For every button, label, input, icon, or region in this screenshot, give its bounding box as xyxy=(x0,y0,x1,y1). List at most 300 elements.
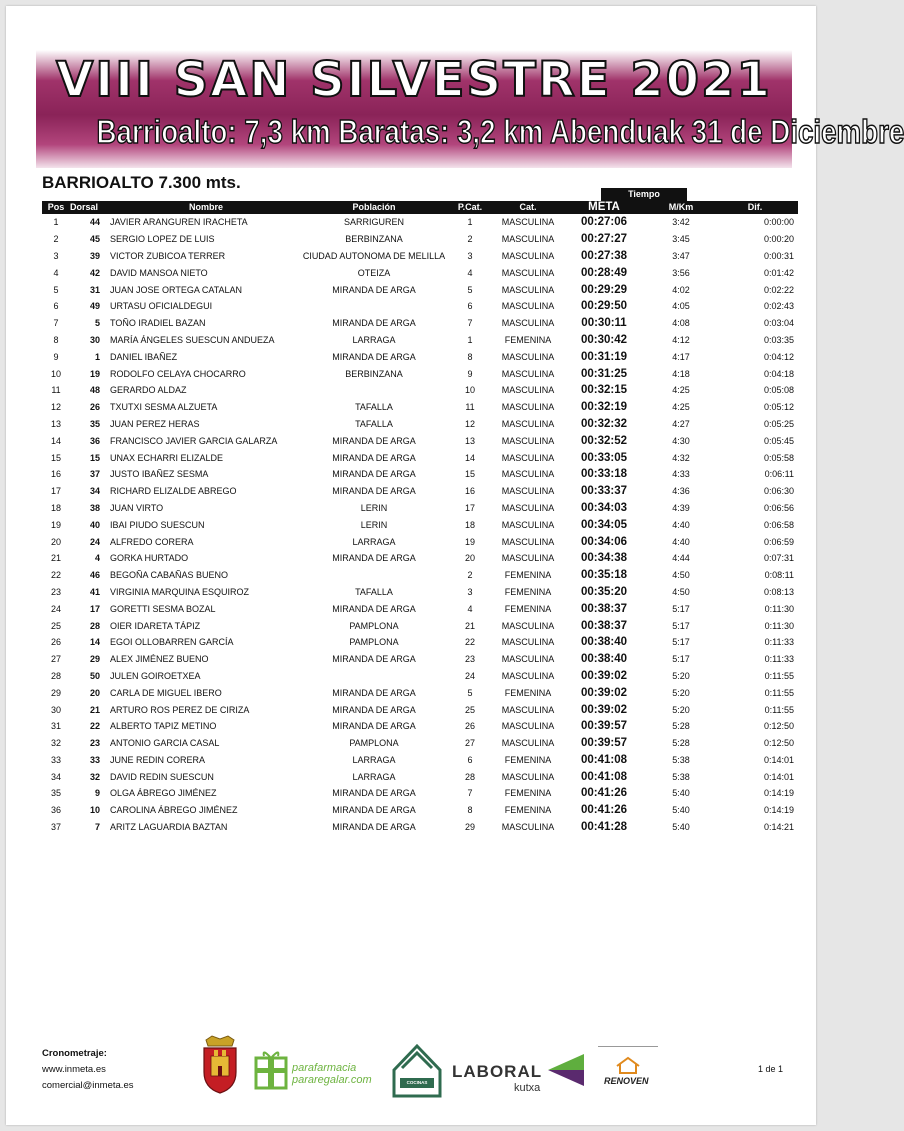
cell-cat: MASCULINA xyxy=(501,822,555,833)
cell-nombre: ARTURO ROS PEREZ DE CIRIZA xyxy=(110,704,250,715)
cell-poblacion: MIRANDA DE ARGA xyxy=(332,351,416,362)
results-table xyxy=(42,201,798,835)
cell-cat: MASCULINA xyxy=(501,250,555,261)
cell-mkm: 4:25 xyxy=(672,402,690,413)
table-row xyxy=(42,315,798,332)
cell-dorsal: 29 xyxy=(89,654,100,665)
cell-cat: MASCULINA xyxy=(501,519,555,530)
col-pcat-header: P.Cat. xyxy=(446,201,494,214)
cell-poblacion: MIRANDA DE ARGA xyxy=(332,788,416,799)
cell-poblacion: BERBINZANA xyxy=(345,368,403,379)
cell-poblacion: MIRANDA DE ARGA xyxy=(332,486,416,497)
cell-pos: 22 xyxy=(50,570,61,581)
cocinas-joma-logo xyxy=(390,1042,444,1098)
table-row xyxy=(42,214,798,231)
cell-pcat: 5 xyxy=(467,284,473,295)
cell-cat: MASCULINA xyxy=(501,704,555,715)
cell-mkm: 5:28 xyxy=(672,738,690,749)
table-row xyxy=(42,735,798,752)
cell-pcat: 6 xyxy=(467,754,473,765)
cell-dorsal: 33 xyxy=(89,754,100,765)
cell-pos: 31 xyxy=(50,721,61,732)
cell-mkm: 3:42 xyxy=(672,217,690,228)
cell-dorsal: 31 xyxy=(89,284,100,295)
cell-dorsal: 15 xyxy=(89,452,100,463)
cell-cat: MASCULINA xyxy=(501,284,555,295)
cell-cat: MASCULINA xyxy=(501,368,555,379)
cell-dif: 0:05:08 xyxy=(763,385,794,396)
table-row xyxy=(42,752,798,769)
cell-cat: MASCULINA xyxy=(501,318,555,329)
cell-dif: 0:03:35 xyxy=(763,334,794,345)
cell-pcat: 9 xyxy=(467,368,473,379)
cell-mkm: 4:02 xyxy=(672,284,690,295)
cell-pos: 17 xyxy=(50,486,61,497)
cell-poblacion: MIRANDA DE ARGA xyxy=(332,469,416,480)
cell-meta: 00:27:38 xyxy=(580,249,628,262)
cell-poblacion: TAFALLA xyxy=(355,418,393,429)
cell-poblacion: LERIN xyxy=(360,502,388,513)
cell-dorsal: 24 xyxy=(89,536,100,547)
cell-nombre: MARÍA ÁNGELES SUESCUN ANDUEZA xyxy=(110,334,275,345)
cell-pos: 15 xyxy=(50,452,61,463)
cell-poblacion: LARRAGA xyxy=(352,754,396,765)
cell-dorsal: 10 xyxy=(89,805,100,816)
table-row xyxy=(42,617,798,634)
cell-cat: MASCULINA xyxy=(501,452,555,463)
cell-dif: 0:00:00 xyxy=(763,217,794,228)
cell-nombre: JUAN PEREZ HERAS xyxy=(110,418,200,429)
cell-nombre: UNAX ECHARRI ELIZALDE xyxy=(110,452,224,463)
cell-dif: 0:06:59 xyxy=(763,536,794,547)
cell-dorsal: 9 xyxy=(94,788,100,799)
cell-dorsal: 19 xyxy=(89,368,100,379)
cell-pcat: 20 xyxy=(464,553,475,564)
cell-dorsal: 40 xyxy=(89,519,100,530)
cell-nombre: ALBERTO TAPIZ METINO xyxy=(110,721,217,732)
cell-mkm: 5:20 xyxy=(672,670,690,681)
cell-pos: 16 xyxy=(50,469,61,480)
cell-dif: 0:04:18 xyxy=(763,368,794,379)
col-cat-header: Cat. xyxy=(494,201,562,214)
cell-meta: 00:31:25 xyxy=(580,367,628,380)
cell-mkm: 5:17 xyxy=(672,654,690,665)
cell-pcat: 4 xyxy=(467,267,473,278)
cell-cat: MASCULINA xyxy=(501,738,555,749)
cell-poblacion: MIRANDA DE ARGA xyxy=(332,318,416,329)
cell-pos: 1 xyxy=(53,217,59,228)
cell-dorsal: 48 xyxy=(89,385,100,396)
table-row xyxy=(42,348,798,365)
cell-dif: 0:14:19 xyxy=(763,788,794,799)
cell-cat: FEMENINA xyxy=(504,805,552,816)
cell-cat: MASCULINA xyxy=(501,435,555,446)
cell-pos: 21 xyxy=(50,553,61,564)
cell-mkm: 4:36 xyxy=(672,486,690,497)
cell-pcat: 24 xyxy=(464,670,475,681)
table-row xyxy=(42,533,798,550)
cell-pos: 3 xyxy=(53,250,59,261)
cell-pcat: 27 xyxy=(464,738,475,749)
cell-poblacion: PAMPLONA xyxy=(349,637,399,648)
cell-dorsal: 45 xyxy=(89,234,100,245)
cell-mkm: 4:40 xyxy=(672,519,690,530)
cell-dorsal: 36 xyxy=(89,435,100,446)
cell-pos: 27 xyxy=(50,654,61,665)
cell-pos: 36 xyxy=(50,805,61,816)
col-meta-header: META xyxy=(562,201,646,214)
cell-dif: 0:11:33 xyxy=(764,637,794,648)
cell-cat: FEMENINA xyxy=(504,603,552,614)
cell-dorsal: 28 xyxy=(89,620,100,631)
cell-nombre: EGOI OLLOBARREN GARCÍA xyxy=(110,637,234,648)
cell-dif: 0:05:45 xyxy=(763,435,794,446)
table-row xyxy=(42,483,798,500)
cell-meta: 00:33:18 xyxy=(580,468,628,481)
cell-dorsal: 49 xyxy=(89,301,100,312)
cell-dorsal: 39 xyxy=(89,250,100,261)
table-row xyxy=(42,416,798,433)
cell-pos: 11 xyxy=(51,385,61,396)
cell-poblacion: MIRANDA DE ARGA xyxy=(332,704,416,715)
laboral-text: LABORAL xyxy=(452,1062,543,1081)
cell-nombre: VIRGINIA MARQUINA ESQUIROZ xyxy=(110,586,250,597)
cell-meta: 00:41:26 xyxy=(580,787,628,800)
cell-pos: 35 xyxy=(50,788,61,799)
cell-dif: 0:06:30 xyxy=(763,486,794,497)
house-outline-icon xyxy=(615,1056,641,1074)
table-row xyxy=(42,785,798,802)
cell-dif: 0:12:50 xyxy=(763,721,794,732)
cell-mkm: 4:12 xyxy=(672,334,690,345)
cell-nombre: ALEX JIMÉNEZ BUENO xyxy=(110,654,209,665)
cell-pcat: 10 xyxy=(464,385,475,396)
cell-meta: 00:41:08 xyxy=(580,770,628,783)
cell-pos: 25 xyxy=(50,620,61,631)
cell-mkm: 4:33 xyxy=(672,469,690,480)
cell-cat: FEMENINA xyxy=(504,570,552,581)
cell-nombre: VICTOR ZUBICOA TERRER xyxy=(110,250,226,261)
cell-pcat: 4 xyxy=(467,603,473,614)
cell-pcat: 3 xyxy=(467,586,473,597)
cell-poblacion: TAFALLA xyxy=(355,586,393,597)
cell-dorsal: 26 xyxy=(89,402,100,413)
cell-pos: 10 xyxy=(50,368,61,379)
table-row xyxy=(42,248,798,265)
cell-meta: 00:27:06 xyxy=(580,216,628,229)
cell-pos: 4 xyxy=(53,267,59,278)
cell-nombre: ANTONIO GARCIA CASAL xyxy=(110,738,220,749)
cell-pos: 19 xyxy=(50,519,61,530)
results-page xyxy=(6,6,904,1125)
cell-meta: 00:30:42 xyxy=(580,333,628,346)
cell-poblacion: PAMPLONA xyxy=(349,738,399,749)
cell-cat: MASCULINA xyxy=(501,637,555,648)
cell-meta: 00:41:26 xyxy=(580,804,628,817)
cell-meta: 00:31:19 xyxy=(580,350,628,363)
cell-meta: 00:32:19 xyxy=(580,401,628,414)
cell-nombre: SERGIO LOPEZ DE LUIS xyxy=(110,234,215,245)
cell-pcat: 7 xyxy=(467,318,473,329)
cell-pcat: 1 xyxy=(467,334,473,345)
cell-pos: 34 xyxy=(50,771,61,782)
col-poblacion-header: Población xyxy=(302,201,446,214)
cell-dif: 0:00:31 xyxy=(763,250,794,261)
parafarmacia-line1: parafarmacia xyxy=(292,1062,357,1074)
cell-cat: MASCULINA xyxy=(501,536,555,547)
table-row xyxy=(42,466,798,483)
cell-pcat: 3 xyxy=(467,250,473,261)
cell-dif: 0:14:01 xyxy=(763,771,794,782)
cell-cat: FEMENINA xyxy=(504,334,552,345)
cell-mkm: 4:44 xyxy=(672,553,690,564)
results-body xyxy=(42,214,798,835)
cell-nombre: DAVID MANSOA NIETO xyxy=(110,267,208,278)
timing-email-link[interactable]: comercial@inmeta.es xyxy=(42,1080,134,1091)
cell-nombre: RODOLFO CELAYA CHOCARRO xyxy=(110,368,246,379)
cell-pcat: 2 xyxy=(467,570,473,581)
cell-nombre: DAVID REDIN SUESCUN xyxy=(110,771,214,782)
cell-nombre: OIER IDARETA TÁPIZ xyxy=(110,620,201,631)
cell-dorsal: 42 xyxy=(89,267,100,278)
cell-poblacion: MIRANDA DE ARGA xyxy=(332,687,416,698)
cell-meta: 00:34:06 xyxy=(580,535,628,548)
cell-meta: 00:34:03 xyxy=(580,501,628,514)
cell-pcat: 25 xyxy=(464,704,475,715)
table-row xyxy=(42,819,798,836)
cell-meta: 00:35:18 xyxy=(580,569,628,582)
cell-meta: 00:32:52 xyxy=(580,434,628,447)
cell-dorsal: 35 xyxy=(89,418,100,429)
cell-dif: 0:14:01 xyxy=(763,754,794,765)
cell-dif: 0:05:12 xyxy=(763,402,794,413)
cell-cat: MASCULINA xyxy=(501,351,555,362)
cell-pos: 29 xyxy=(50,687,61,698)
cell-pcat: 17 xyxy=(464,502,475,513)
cell-dorsal: 34 xyxy=(89,486,100,497)
cell-dif: 0:11:33 xyxy=(764,654,794,665)
cell-cat: MASCULINA xyxy=(501,234,555,245)
cell-pcat: 8 xyxy=(467,351,473,362)
municipal-coat-of-arms-logo xyxy=(200,1036,240,1099)
cell-pos: 18 xyxy=(50,502,61,513)
cell-pos: 28 xyxy=(50,670,61,681)
cell-pos: 6 xyxy=(53,301,59,312)
cell-pos: 20 xyxy=(50,536,61,547)
cell-cat: MASCULINA xyxy=(501,469,555,480)
cell-meta: 00:27:27 xyxy=(580,233,628,246)
cell-dif: 0:14:19 xyxy=(763,805,794,816)
table-row xyxy=(42,264,798,281)
parafarmacia-logo xyxy=(254,1046,384,1096)
table-row xyxy=(42,768,798,785)
cell-dorsal: 46 xyxy=(89,570,100,581)
cell-dif: 0:06:56 xyxy=(763,502,794,513)
cell-mkm: 4:25 xyxy=(672,385,690,396)
cell-meta: 00:41:28 xyxy=(580,821,628,834)
col-mkm-header: M/Km xyxy=(646,201,716,214)
cell-poblacion: PAMPLONA xyxy=(349,620,399,631)
cell-pos: 5 xyxy=(53,284,59,295)
cell-dif: 0:02:22 xyxy=(763,284,794,295)
cell-dorsal: 38 xyxy=(89,502,100,513)
cell-cat: MASCULINA xyxy=(501,418,555,429)
cell-meta: 00:34:38 xyxy=(580,552,628,565)
cell-dif: 0:11:30 xyxy=(764,603,794,614)
cell-pos: 12 xyxy=(50,402,61,413)
cell-nombre: URTASU OFICIALDEGUI xyxy=(110,301,213,312)
cell-poblacion: MIRANDA DE ARGA xyxy=(332,553,416,564)
tiempo-header: Tiempo xyxy=(601,188,687,201)
table-row xyxy=(42,365,798,382)
cell-nombre: JULEN GOIROETXEA xyxy=(110,670,201,681)
table-row xyxy=(42,516,798,533)
cell-pcat: 8 xyxy=(467,805,473,816)
timing-website-link[interactable]: www.inmeta.es xyxy=(42,1064,106,1075)
cell-poblacion: LARRAGA xyxy=(352,536,396,547)
cell-cat: MASCULINA xyxy=(501,721,555,732)
cell-pos: 9 xyxy=(53,351,59,362)
cell-meta: 00:30:11 xyxy=(581,317,627,330)
cell-nombre: JUSTO IBAÑEZ SESMA xyxy=(110,469,209,480)
cell-pos: 32 xyxy=(50,738,61,749)
table-row xyxy=(42,634,798,651)
cell-mkm: 5:38 xyxy=(672,771,690,782)
cell-meta: 00:29:29 xyxy=(580,283,628,296)
cell-pcat: 6 xyxy=(467,301,473,312)
cell-mkm: 4:18 xyxy=(672,368,690,379)
table-row xyxy=(42,668,798,685)
cell-meta: 00:29:50 xyxy=(580,300,628,313)
timing-credits xyxy=(42,1046,133,1094)
col-nombre-header: Nombre xyxy=(106,201,302,214)
cell-mkm: 5:17 xyxy=(672,637,690,648)
cell-poblacion: MIRANDA DE ARGA xyxy=(332,721,416,732)
cell-mkm: 5:40 xyxy=(672,788,690,799)
table-row xyxy=(42,684,798,701)
cell-meta: 00:39:02 xyxy=(580,686,628,699)
table-header-row xyxy=(42,201,798,214)
cell-pcat: 26 xyxy=(464,721,475,732)
table-row xyxy=(42,449,798,466)
cell-pcat: 11 xyxy=(465,402,475,413)
cell-nombre: CAROLINA ÁBREGO JIMÉNEZ xyxy=(110,805,238,816)
cell-pcat: 2 xyxy=(467,234,473,245)
cell-nombre: JUAN JOSE ORTEGA CATALAN xyxy=(110,284,243,295)
cell-nombre: IBAI PIUDO SUESCUN xyxy=(110,519,205,530)
table-row xyxy=(42,382,798,399)
cell-poblacion xyxy=(302,298,446,315)
cell-poblacion: MIRANDA DE ARGA xyxy=(332,603,416,614)
cell-mkm: 4:08 xyxy=(672,318,690,329)
cell-mkm: 5:20 xyxy=(672,687,690,698)
cell-mkm: 5:20 xyxy=(672,704,690,715)
cell-pos: 13 xyxy=(50,418,61,429)
cell-pos: 8 xyxy=(53,334,59,345)
cell-mkm: 3:45 xyxy=(672,234,690,245)
laboral-kutxa-emblem-icon xyxy=(546,1052,586,1088)
cell-mkm: 3:47 xyxy=(672,250,690,261)
cell-poblacion: MIRANDA DE ARGA xyxy=(332,822,416,833)
cell-mkm: 5:28 xyxy=(672,721,690,732)
cell-nombre: GERARDO ALDAZ xyxy=(110,385,187,396)
cell-pos: 30 xyxy=(50,704,61,715)
cell-cat: MASCULINA xyxy=(501,670,555,681)
table-row xyxy=(42,701,798,718)
cell-dif: 0:00:20 xyxy=(763,234,794,245)
table-row xyxy=(42,567,798,584)
kutxa-text: kutxa xyxy=(514,1082,541,1094)
cell-pos: 37 xyxy=(50,822,61,833)
cell-mkm: 5:40 xyxy=(672,822,690,833)
cell-pcat: 29 xyxy=(464,822,475,833)
cell-dorsal: 20 xyxy=(89,687,100,698)
cell-poblacion: LARRAGA xyxy=(352,334,396,345)
cell-cat: MASCULINA xyxy=(501,502,555,513)
cell-pos: 23 xyxy=(50,586,61,597)
cell-pcat: 22 xyxy=(464,637,475,648)
cell-cat: MASCULINA xyxy=(501,402,555,413)
cell-cat: MASCULINA xyxy=(501,620,555,631)
cell-cat: MASCULINA xyxy=(501,301,555,312)
cell-nombre: JUAN VIRTO xyxy=(110,502,164,513)
table-row xyxy=(42,718,798,735)
cell-pos: 7 xyxy=(53,318,59,329)
cell-cat: FEMENINA xyxy=(504,754,552,765)
cell-poblacion: SARRIGUREN xyxy=(343,217,404,228)
cell-dorsal: 41 xyxy=(89,586,100,597)
event-banner xyxy=(36,50,904,168)
cell-dif: 0:06:11 xyxy=(764,469,794,480)
cell-mkm: 4:27 xyxy=(672,418,690,429)
table-row xyxy=(42,584,798,601)
cronometraje-label: Cronometraje: xyxy=(42,1048,107,1059)
table-row xyxy=(42,500,798,517)
cell-cat: MASCULINA xyxy=(501,385,555,396)
cell-poblacion: MIRANDA DE ARGA xyxy=(332,452,416,463)
cell-nombre: CARLA DE MIGUEL IBERO xyxy=(110,687,222,698)
cell-pcat: 5 xyxy=(467,687,473,698)
cell-nombre: JAVIER ARANGUREN IRACHETA xyxy=(110,217,248,228)
cell-dif: 0:11:55 xyxy=(764,670,794,681)
cell-pos: 2 xyxy=(53,234,59,245)
cell-meta: 00:38:40 xyxy=(580,636,628,649)
cell-meta: 00:39:02 xyxy=(580,669,628,682)
cell-cat: MASCULINA xyxy=(501,654,555,665)
col-dorsal-header: Dorsal xyxy=(70,201,106,214)
cell-nombre: ALFREDO CORERA xyxy=(110,536,194,547)
cell-mkm: 5:17 xyxy=(672,620,690,631)
cell-mkm: 5:40 xyxy=(672,805,690,816)
cell-mkm: 3:56 xyxy=(672,267,690,278)
cell-mkm: 4:50 xyxy=(672,570,690,581)
cell-poblacion: LERIN xyxy=(360,519,388,530)
cell-dorsal: 37 xyxy=(89,469,100,480)
cell-mkm: 5:38 xyxy=(672,754,690,765)
cell-pcat: 23 xyxy=(464,654,475,665)
cell-dorsal: 21 xyxy=(89,704,100,715)
laboral-kutxa-logo xyxy=(452,1052,586,1096)
cell-meta: 00:39:57 xyxy=(580,737,628,750)
cell-pcat: 13 xyxy=(464,435,475,446)
cell-nombre: RICHARD ELIZALDE ABREGO xyxy=(110,486,237,497)
cell-meta: 00:39:57 xyxy=(580,720,628,733)
cell-cat: MASCULINA xyxy=(501,217,555,228)
cell-pcat: 12 xyxy=(464,418,475,429)
cell-nombre: TOÑO IRADIEL BAZAN xyxy=(110,318,206,329)
cell-poblacion: MIRANDA DE ARGA xyxy=(332,805,416,816)
cell-meta: 00:38:40 xyxy=(580,653,628,666)
